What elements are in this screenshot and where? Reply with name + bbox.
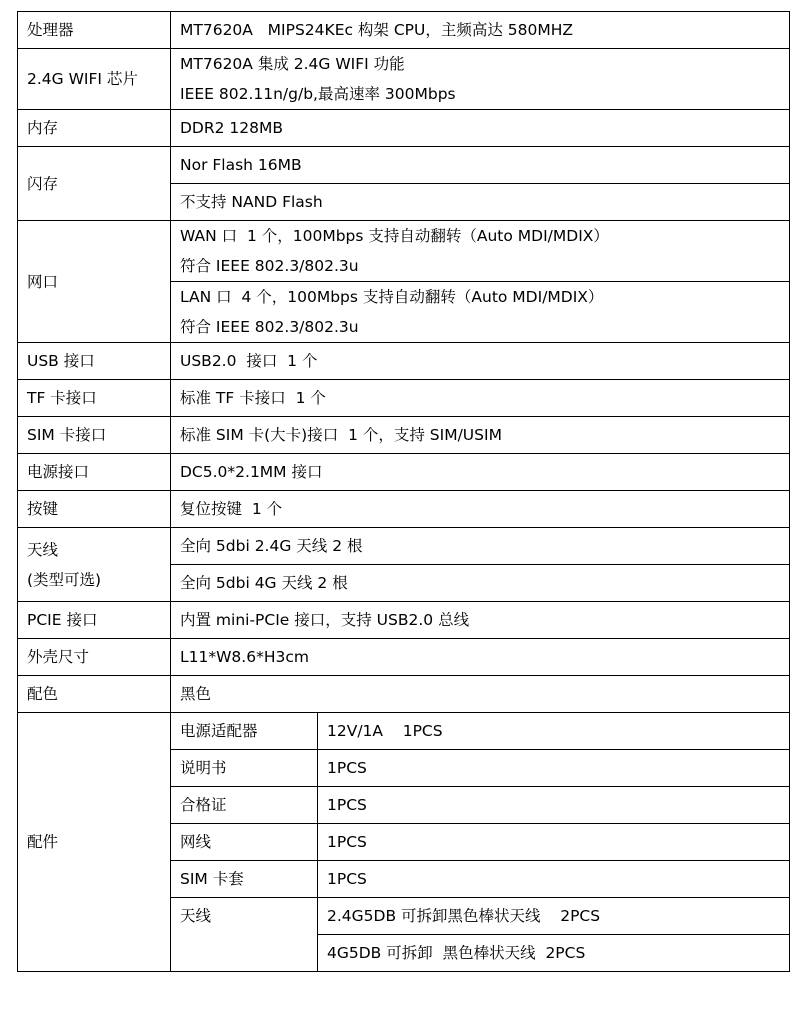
wifi-chip-line-1: MT7620A 集成 2.4G WIFI 功能 [180, 55, 405, 73]
tf-value: 标准 TF 卡接口 1 个 [171, 380, 790, 417]
wan-port-value [171, 221, 790, 282]
processor-value: MT7620A MIPS24KEc 构架 CPU，主频高达 580MHZ [171, 12, 790, 49]
table-row [18, 528, 790, 565]
table-row [18, 12, 790, 49]
pcie-value: 内置 mini-PCIe 接口，支持 USB2.0 总线 [171, 602, 790, 639]
power-label: 电源接口 [18, 454, 171, 491]
wifi-chip-label: 2.4G WIFI 芯片 [18, 49, 171, 110]
button-value: 复位按键 1 个 [171, 491, 790, 528]
lan-port-line-2: 符合 IEEE 802.3/802.3u [180, 318, 359, 336]
memory-label: 内存 [18, 110, 171, 147]
processor-label: 处理器 [18, 12, 171, 49]
table-row [18, 713, 790, 750]
table-row [18, 147, 790, 184]
sim-value: 标准 SIM 卡(大卡)接口 1 个，支持 SIM/USIM [171, 417, 790, 454]
sim-label: SIM 卡接口 [18, 417, 171, 454]
accessory-value: 1PCS [318, 787, 790, 824]
accessory-name: 说明书 [171, 750, 318, 787]
color-value: 黑色 [171, 676, 790, 713]
accessory-name: SIM 卡套 [171, 861, 318, 898]
accessory-value: 1PCS [318, 750, 790, 787]
accessory-antenna-value-2: 4G5DB 可拆卸 黑色棒状天线 2PCS [318, 935, 790, 972]
table-row [18, 676, 790, 713]
antenna-label-line-2: (类型可选) [27, 570, 102, 589]
usb-value: USB2.0 接口 1 个 [171, 343, 790, 380]
accessory-antenna-name: 天线 [171, 898, 318, 972]
wifi-chip-value [171, 49, 790, 110]
accessory-value: 12V/1A 1PCS [318, 713, 790, 750]
flash-value-2: 不支持 NAND Flash [171, 184, 790, 221]
spec-table [17, 11, 790, 972]
table-row [18, 602, 790, 639]
network-port-label: 网口 [18, 221, 171, 343]
accessory-name: 网线 [171, 824, 318, 861]
accessory-antenna-value-1: 2.4G5DB 可拆卸黑色棒状天线 2PCS [318, 898, 790, 935]
table-row [18, 380, 790, 417]
antenna-label-line-1: 天线 [27, 540, 59, 559]
table-row [18, 491, 790, 528]
pcie-label: PCIE 接口 [18, 602, 171, 639]
tf-label: TF 卡接口 [18, 380, 171, 417]
table-row [18, 639, 790, 676]
usb-label: USB 接口 [18, 343, 171, 380]
antenna-label [18, 528, 171, 602]
table-row [18, 221, 790, 282]
accessories-label: 配件 [18, 713, 171, 972]
wifi-chip-line-2: IEEE 802.11n/g/b,最高速率 300Mbps [180, 85, 456, 103]
table-row [18, 454, 790, 491]
accessory-name: 合格证 [171, 787, 318, 824]
accessory-name: 电源适配器 [171, 713, 318, 750]
color-label: 配色 [18, 676, 171, 713]
size-value: L11*W8.6*H3cm [171, 639, 790, 676]
antenna-value-2: 全向 5dbi 4G 天线 2 根 [171, 565, 790, 602]
wan-port-line-2: 符合 IEEE 802.3/802.3u [180, 257, 359, 275]
flash-value-1: Nor Flash 16MB [171, 147, 790, 184]
memory-value: DDR2 128MB [171, 110, 790, 147]
table-row [18, 110, 790, 147]
accessory-value: 1PCS [318, 861, 790, 898]
antenna-value-1: 全向 5dbi 2.4G 天线 2 根 [171, 528, 790, 565]
accessory-value: 1PCS [318, 824, 790, 861]
lan-port-line-1: LAN 口 4 个，100Mbps 支持自动翻转（Auto MDI/MDIX） [180, 288, 604, 306]
button-label: 按键 [18, 491, 171, 528]
table-row [18, 417, 790, 454]
flash-label: 闪存 [18, 147, 171, 221]
lan-port-value [171, 282, 790, 343]
wan-port-line-1: WAN 口 1 个，100Mbps 支持自动翻转（Auto MDI/MDIX） [180, 227, 609, 245]
power-value: DC5.0*2.1MM 接口 [171, 454, 790, 491]
size-label: 外壳尺寸 [18, 639, 171, 676]
table-row [18, 343, 790, 380]
table-row [18, 49, 790, 110]
